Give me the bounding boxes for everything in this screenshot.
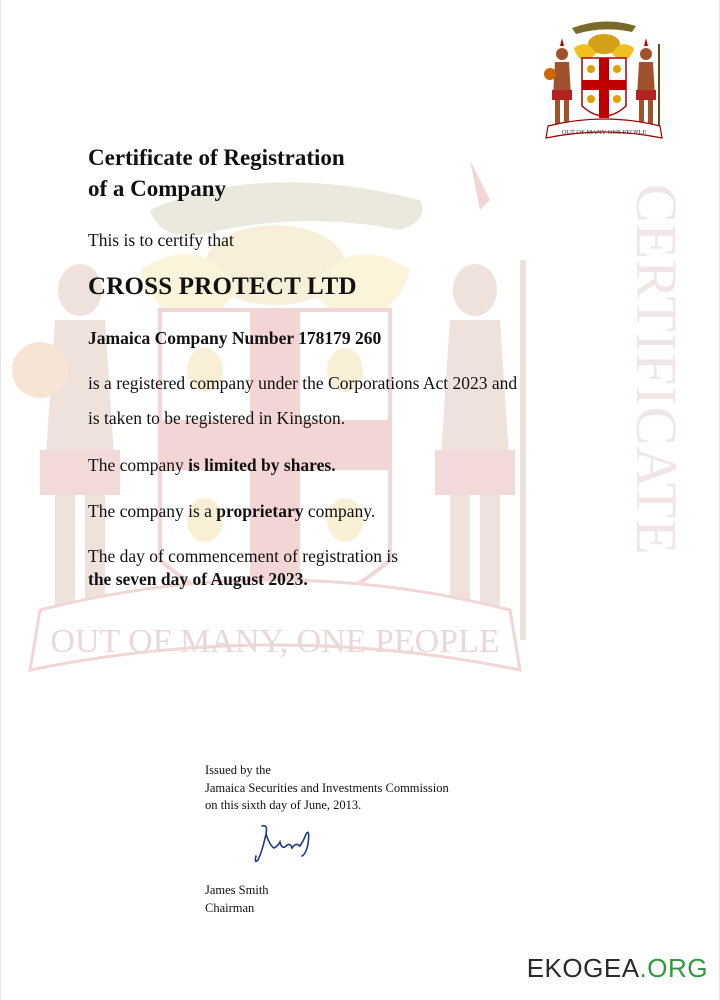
certificate-title	[88, 142, 608, 204]
title-line-1: Certificate of Registration	[88, 145, 345, 170]
signature	[248, 820, 328, 870]
issuer-line-2: Jamaica Securities and Investments Commission	[205, 780, 449, 795]
commencement-line-1: The day of commencement of registration is	[88, 546, 399, 566]
proprietary-statement	[88, 501, 375, 522]
logo-part-1: EKOGEA	[526, 953, 640, 983]
signer-block	[205, 882, 269, 917]
limited-statement	[88, 455, 336, 476]
signer-name: James Smith	[205, 883, 269, 897]
signer-role: Chairman	[205, 900, 255, 915]
issuer-line-3: on this sixth day of June, 2013.	[205, 798, 362, 812]
limited-prefix: The company	[88, 455, 189, 475]
watermark-motto: OUT OF MANY, ONE PEOPLE	[50, 623, 500, 660]
certificate-watermark-text: CERTIFICATE	[624, 184, 689, 556]
limited-bold: is limited by shares.	[188, 455, 336, 475]
ekogea-logo	[527, 953, 708, 984]
title-line-2: of a Company	[88, 176, 227, 201]
logo-part-2: .ORG	[639, 953, 708, 983]
company-number: Jamaica Company Number 178179 260	[88, 328, 382, 348]
proprietary-bold: proprietary	[216, 501, 304, 521]
proprietary-prefix: The company is a	[88, 501, 217, 521]
coat-of-arms-watermark	[0, 140, 560, 730]
issuer-line-1: Issued by the	[205, 763, 271, 777]
intro-text: This is to certify that	[88, 230, 234, 250]
crest-motto: OUT OF MANY ONE PEOPLE	[561, 129, 647, 136]
certificate-body	[88, 142, 608, 589]
proprietary-suffix: company.	[303, 501, 376, 521]
company-name: CROSS PROTECT LTD	[88, 273, 357, 300]
coat-of-arms-crest	[540, 14, 668, 146]
issuer-block	[205, 762, 449, 815]
registered-line-1: is a registered company under the Corporations Act 2023 and	[88, 373, 518, 393]
commencement-date: the seven day of August 2023.	[88, 569, 308, 589]
registered-line-2: is taken to be registered in Kingston.	[88, 408, 346, 428]
